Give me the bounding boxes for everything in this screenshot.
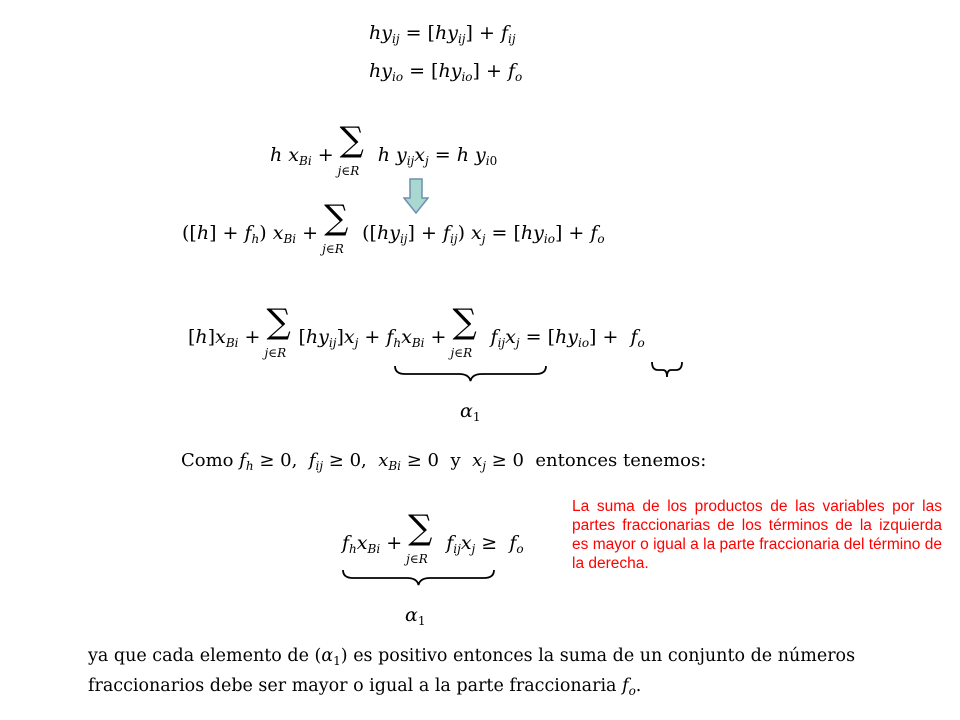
alpha-label: $\alpha_1$ (460, 400, 481, 424)
summation: ∑ j∈R (450, 302, 477, 360)
conclusion-line-2: fraccionarios debe ser mayor o igual a la parte fraccionaria $f_o$. (88, 676, 642, 698)
summation: ∑ j∈R (406, 508, 433, 566)
underbrace (650, 360, 684, 378)
equation-4: $([h] + f_h)$ $x_{Bi}$ + ∑ j∈R $([hy_{ij}] + f_{ij}) x_j = [hy_{io}] + f_o$ (182, 198, 605, 256)
summation: ∑ j∈R (337, 120, 364, 178)
equation-6: $f_hx_{Bi}$ + ∑ j∈R $f_{ij}x_j \ge f_o$ (342, 508, 524, 566)
equation-5: $[h]x_{Bi}$ + ∑ j∈R $[hy_{ij}]x_j + f_hx_{Bi}$ + ∑ j∈R $f_{ij}x_j = [hy_{io}] + f_o$ (188, 302, 645, 360)
underbrace (393, 364, 548, 382)
underbrace (341, 568, 496, 586)
conclusion-line-1: ya que cada elemento de $(\alpha_1)$ es positivo entonces la suma de un conjunto de números (88, 646, 856, 668)
explanatory-note: La suma de los productos de las variables por las partes fraccionarias de los términos de la izquierda es mayor o igual a la parte fraccionaria del término de la derecha. (572, 498, 942, 573)
equation-2: $hy_{io} = [hy_{io}] + f_o$ (369, 60, 523, 84)
summation: ∑ j∈R (264, 302, 291, 360)
equation-3: h $x_{Bi}$ + ∑ j∈R h $y_{ij}x_j = h$ $y_{i0}$ (270, 120, 498, 178)
summation: ∑ j∈R (322, 198, 349, 256)
down-arrow-icon (403, 178, 429, 214)
alpha-label: $\alpha_1$ (405, 604, 426, 628)
equation-1: $hy_{ij} = [hy_{ij}] + f_{ij}$ (369, 22, 516, 46)
statement-line: Como $f_h \ge 0$, $f_{ij} \ge 0$, $x_{Bi} \ge 0$ y $x_j \ge 0$ entonces tenemos: (181, 450, 707, 473)
